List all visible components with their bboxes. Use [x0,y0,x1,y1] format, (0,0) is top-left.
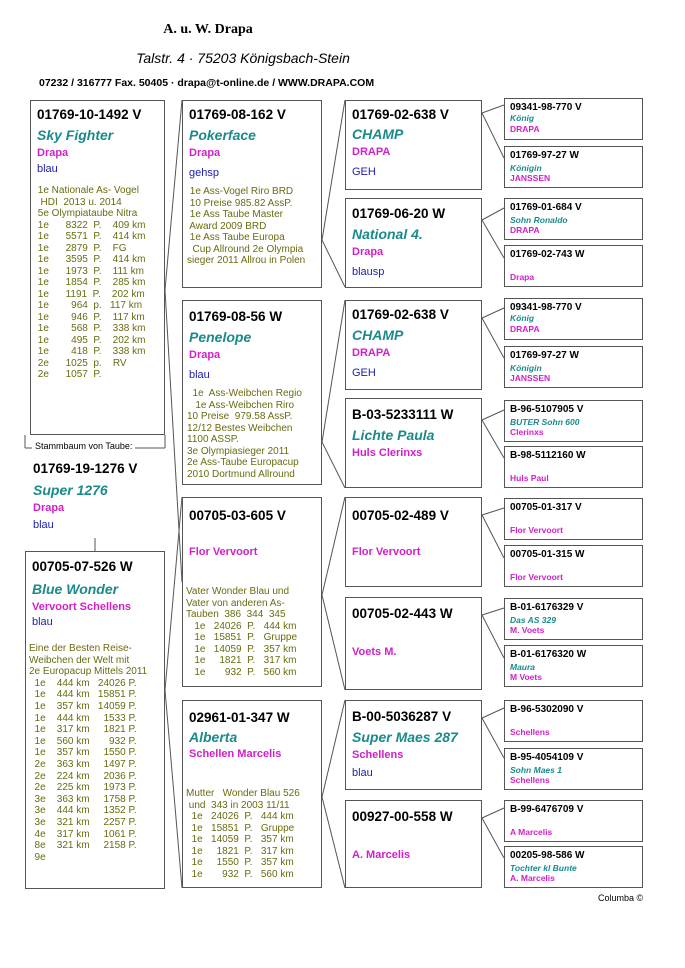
ring-number: 01769-02-743 W [510,249,585,260]
pigeon-name: Das AS 329 [510,615,556,625]
ring-number: 00705-02-489 V [352,508,449,523]
ring-number: 01769-19-1276 V [33,461,138,476]
feather-color: blau [33,519,54,531]
header-contact: 07232 / 316777 Fax. 50405 · drapa@t-online.de / WWW.DRAPA.COM [39,77,375,89]
breeder: Schellen Marcelis [189,748,282,760]
breeder: DRAPA [510,324,540,334]
breeder: Flor Vervoort [510,572,563,582]
breeder: Flor Vervoort [352,546,421,558]
breeder: DRAPA [352,347,391,359]
ring-number: 09341-98-770 V [510,102,582,113]
breeder: A. Marcelis [352,849,411,861]
pigeon-name: CHAMP [352,327,404,343]
breeder: M Voets [510,672,542,682]
gen5-card [504,298,643,340]
feather-color: GEH [352,166,376,178]
ring-number: 01769-02-638 V [352,307,449,322]
ring-number: B-96-5107905 V [510,404,584,415]
breeder: Huls Clerinxs [352,447,423,459]
gen5-card [504,700,643,742]
feather-color: blausp [352,266,385,278]
gen5-card [504,846,643,888]
pigeon-name: Königin [510,163,542,173]
pigeon-name: Sohn Ronaldo [510,215,568,225]
ring-number: B-03-5233111 W [352,407,454,422]
ring-number: 00927-00-558 W [352,809,453,824]
gen5-card [504,748,643,790]
breeder: DRAPA [352,146,391,158]
gen5-card [504,446,643,488]
breeder: JANSSEN [510,173,551,183]
gen5-card [504,346,643,388]
ring-number: B-01-6176329 V [510,602,584,613]
gen5-card [504,645,643,687]
performance-info: 1e Nationale As- Vogel HDI 2013 u. 2014 5e Olympiataube Nitra 1e 8322 P. 409 km 1e 5571 P. 414 km 1e 2879 P. FG 1e 3595 P. 414 km 1e 1973 P. 111 km 1e 1854 P. 285 km 1e 1191 P. 202 km 1e 964 p. 117 km 1e 946 P. 117 km 1e 568 P. 338 km 1e 495 P. 202 km 1e 418 P. 338 km 2e 1025 p. RV 2e 1057 P. [37,185,146,380]
feather-color: blau [37,163,58,175]
feather-color: gehsp [189,167,219,179]
breeder: Vervoort Schellens [32,601,132,613]
breeder: A. Marcelis [510,873,555,883]
breeder: Drapa [510,272,535,282]
gen5-card [504,198,643,240]
ring-number: B-00-5036287 V [352,709,452,724]
feather-color: GEH [352,367,376,379]
ring-number: B-96-5302090 V [510,704,584,715]
mf-card [182,497,322,687]
mmm-card [345,800,482,888]
ring-number: B-99-6476709 V [510,804,584,815]
pigeon-name: Königin [510,363,542,373]
breeder: A Marcelis [510,827,553,837]
mff-card [345,497,482,587]
performance-info: 1e Ass-Weibchen Regio 1e Ass-Weibchen Riro 10 Preise 979.58 AssP. 12/12 Bestes Weibchen 1100 ASSP. 3e Olympiasieger 2011 2e Ass-Taube Europacup 2010 Dortmund Allround [187,388,302,480]
performance-info: 1e Ass-Vogel Riro BRD 10 Preise 985.82 AssP. 1e Ass Taube Master Award 2009 BRD 1e Ass Taube Europa Cup Allround 2e Olympia sieger 2011 Allrou in Polen [187,186,306,266]
subject-card [25,455,165,540]
ring-number: 00705-01-315 W [510,549,585,560]
breeder: DRAPA [510,124,540,134]
gen5-card [504,598,643,640]
breeder: DRAPA [510,225,540,235]
ring-number: 01769-01-684 V [510,202,582,213]
fff-card [345,100,482,190]
pigeon-name: König [510,113,535,123]
ring-number: 01769-02-638 V [352,107,449,122]
pigeon-name: Maura [510,662,536,672]
fm-card [182,300,322,485]
ring-number: 01769-97-27 W [510,350,579,361]
breeder: Schellens [510,775,550,785]
ring-number: 00205-98-586 W [510,850,585,861]
breeder: Huls Paul [510,473,549,483]
performance-info: Eine der Besten Reise- Weibchen der Welt mit 2e Europacup Mittels 2011 1e 444 km 24026 P. 1e 444 km 15851 P. 1e 357 km 14059 P. 1e 444 km 1533 P. 1e 317 km 1821 P. 1e 560 km 932 P. 1e 357 km 1550 P. 2e 363 km 1497 P. 2e 224 km 2036 P. 2e 225 km 1973 P. 3e 363 km 1758 P. 3e 444 km 1352 P. 3e 321 km 2257 P. 4e 317 km 1061 P. 8e 321 km 2158 P. 9e [29,643,148,863]
gen5-card [504,400,643,442]
mmf-card [345,700,482,790]
pigeon-name: National 4. [352,226,423,242]
gen5-card [504,545,643,587]
pigeon-name: Lichte Paula [352,427,435,443]
breeder: Schellens [352,749,404,761]
pigeon-name: Sohn Maes 1 [510,765,562,775]
ffm-card [345,198,482,288]
gen5-card [504,498,643,540]
pigeon-name: BUTER Sohn 600 [510,417,580,427]
mother-card [25,551,165,889]
gen5-card [504,245,643,287]
header-address: Talstr. 4 · 75203 Königsbach-Stein [136,50,350,66]
pigeon-name: Tochter kl Bunte [510,863,577,873]
breeder: Voets M. [352,646,397,658]
subject-label: Stammbaum von Taube: [32,441,135,451]
breeder: Schellens [510,727,550,737]
breeder: Drapa [189,349,221,361]
breeder: JANSSEN [510,373,551,383]
feather-color: blau [32,616,53,628]
fmf-card [345,300,482,390]
gen5-card [504,800,643,842]
father-card [30,100,165,435]
pigeon-name: Pokerface [189,127,256,143]
feather-color: blau [189,369,210,381]
ring-number: B-95-4054109 V [510,752,584,763]
footer-credit: Columba © [598,893,644,903]
ring-number: 01769-97-27 W [510,150,579,161]
ring-number: 01769-06-20 W [352,206,446,221]
pigeon-name: Super 1276 [33,482,108,498]
breeder: M. Voets [510,625,545,635]
mm-card [182,700,322,888]
ring-number: 02961-01-347 W [189,710,290,725]
pigeon-name: Penelope [189,329,252,345]
ring-number: 01769-10-1492 V [37,107,142,122]
ff-card [182,100,322,288]
performance-info: Vater Wonder Blau und Vater von anderen As- Tauben 386 344 345 1e 24026 P. 444 km 1e 15851 P. Gruppe 1e 14059 P. 357 km 1e 1821 P. 317 km 1e 932 P. 560 km [186,586,298,678]
ring-number: B-98-5112160 W [510,450,586,461]
breeder: Flor Vervoort [510,525,563,535]
breeder: Drapa [352,246,384,258]
performance-info: Mutter Wonder Blau 526 und 343 in 2003 11/11 1e 24026 P. 444 km 1e 15851 P. Gruppe 1e 14059 P. 357 km 1e 1821 P. 317 km 1e 1550 P. 357 km 1e 932 P. 560 km [186,788,300,880]
breeder: Drapa [37,147,69,159]
pigeon-name: CHAMP [352,126,404,142]
gen5-card [504,98,643,140]
pigeon-name: Alberta [189,729,238,745]
ring-number: B-01-6176320 W [510,649,587,660]
pigeon-name: Sky Fighter [37,127,114,143]
ring-number: 00705-07-526 W [32,559,133,574]
mfm-card [345,597,482,690]
ring-number: 00705-03-605 V [189,508,286,523]
ring-number: 01769-08-162 V [189,107,286,122]
header-title: A. u. W. Drapa [163,22,253,37]
pigeon-name: Super Maes 287 [352,729,458,745]
ring-number: 09341-98-770 V [510,302,582,313]
pigeon-name: Blue Wonder [32,581,119,597]
breeder: Flor Vervoort [189,546,258,558]
fmm-card [345,398,482,488]
ring-number: 00705-01-317 V [510,502,582,513]
ring-number: 01769-08-56 W [189,309,283,324]
breeder: Drapa [189,147,221,159]
pigeon-name: König [510,313,535,323]
ring-number: 00705-02-443 W [352,606,453,621]
breeder: Clerinxs [510,427,544,437]
breeder: Drapa [33,502,65,514]
feather-color: blau [352,767,373,779]
gen5-card [504,146,643,188]
